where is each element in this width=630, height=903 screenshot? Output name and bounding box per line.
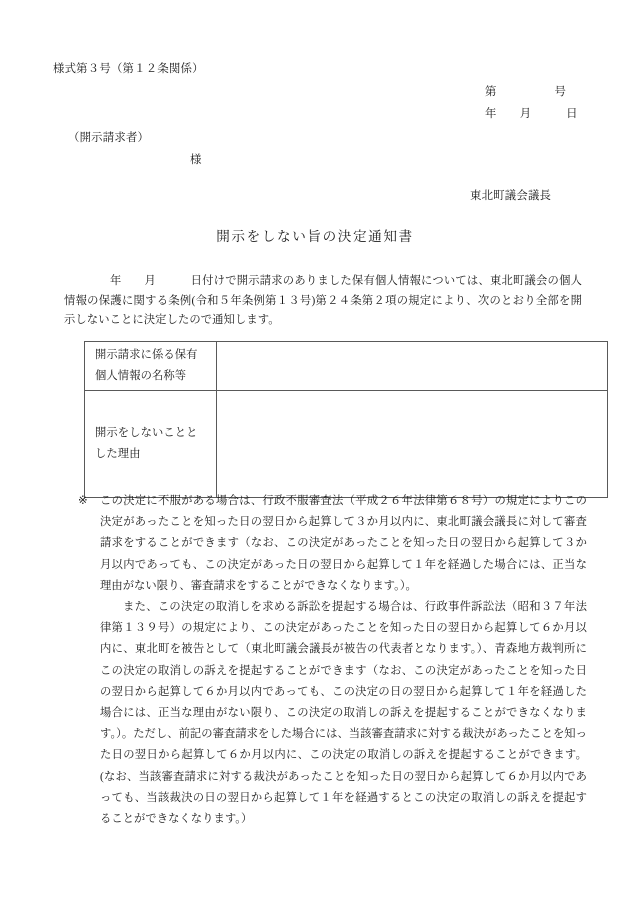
table-row-label: 開示請求に係る保有 個人情報の名称等: [85, 342, 217, 391]
document-number-field: 第 号: [485, 86, 567, 98]
table-row-label: 開示をしないことと した理由: [85, 391, 217, 498]
disclosure-info-table: [84, 341, 608, 498]
footnote-paragraph: また、この決定の取消しを求める訴訟を提起する場合は、行政事件訴訟法（昭和３７年法律第１３９号）の規定により、この決定があったことを知った日の翌日から起算して６か月以内に、東北町を被告として（東北町議会議長が被告の代表者となります。）、青森地方裁判所にこの決定の取消しの訴えを提起することができます（なお、この決定があったことを知った日の翌日から起算して６か月以内であっても、この決定の日の翌日から起算して１年を経過した場合には、正当な理由がない限り、この決定の取消しの訴えを提起することができなくなります。）。ただし、前記の審査請求をした場合には、当該審査請求に対する裁決があったことを知った日の翌日から起算して６か月以内に、この決定の取消しの訴えを提起することができます。(なお、当該審査請求に対する裁決があったことを知った日の翌日から起算して６か月以内であっても、当該裁決の日の翌日から起算して１年を経過するとこの決定の取消しの訴えを提起することができなくなります。）: [100, 601, 587, 826]
footnote-body: [100, 491, 587, 830]
footnote-paragraph: この決定に不服がある場合は、行政不服審査法（平成２６年法律第６８号）の規定によりこの決定があったことを知った日の翌日から起算して３か月以内に、東北町議会議長に対して審査請求をすることができます（なお、この決定があったことを知った日の翌日から起算して３か月以内であっても、この決定があった日の翌日から起算して１年を経過した場合には、正当な理由がない限り、審査請求をすることができなくなります。）。: [100, 495, 587, 592]
issuer-name: 東北町議会議長: [470, 190, 552, 202]
form-number: 様式第３号（第１２条関係）: [53, 63, 204, 75]
requester-honorific: 様: [190, 154, 202, 166]
table-row-value[interactable]: [217, 342, 608, 391]
table-row: [85, 391, 608, 498]
footnote-section: [78, 491, 587, 830]
page-title: 開示をしない旨の決定通知書: [216, 229, 414, 244]
requester-label: （開示請求者）: [68, 132, 150, 144]
footnote-mark-icon: ※: [78, 495, 88, 507]
table-row-value[interactable]: [217, 391, 608, 498]
document-date-field: 年 月 日: [485, 108, 578, 120]
body-paragraph: 年 月 日付けで開示請求のありました保有個人情報については、東北町議会の個人情報の保護に関する条例(令和５年条例第１３号)第２４条第２項の規定により、次のとおり全部を開示しないことに決定したので通知します。: [64, 275, 582, 327]
table-row: [85, 342, 608, 391]
